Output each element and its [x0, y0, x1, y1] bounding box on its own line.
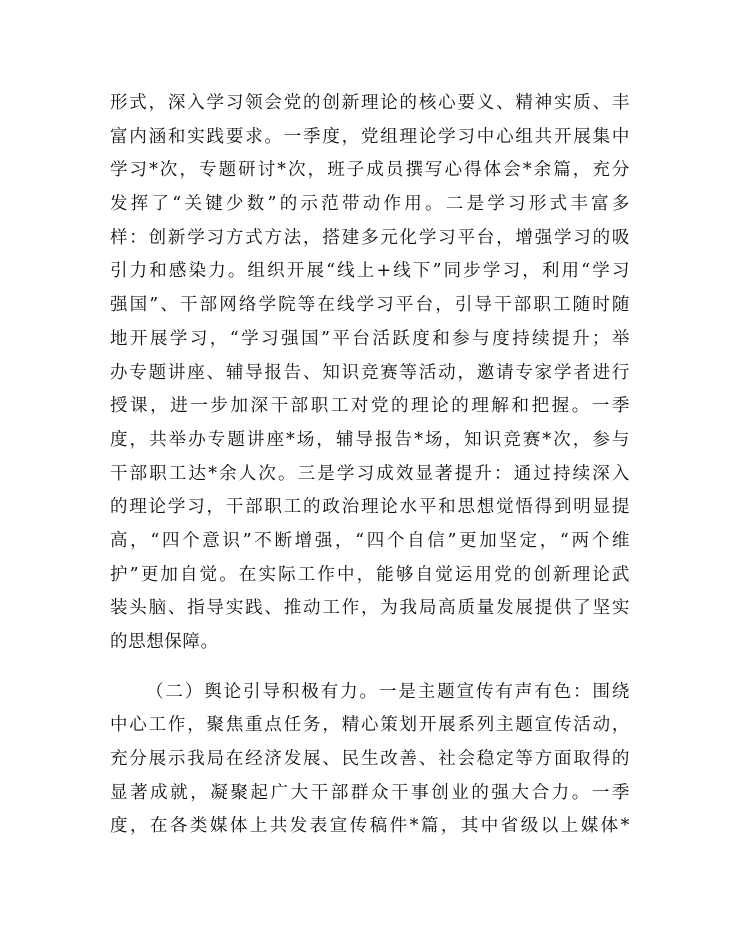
text-line: 的理论学习，干部职工的政治理论水平和思想觉悟得到明显提	[110, 497, 630, 518]
text-line: 充分展示我局在经济发展、民生改善、社会稳定等方面取得的	[110, 749, 630, 770]
text-line: 护”更加自觉。在实际工作中，能够自觉运用党的创新理论武	[110, 564, 630, 585]
text-line: 办专题讲座、辅导报告、知识竞赛等活动，邀请专家学者进行	[110, 362, 630, 383]
text-line: 富内涵和实践要求。一季度，党组理论学习中心组共开展集中	[110, 126, 630, 147]
text-line: 装头脑、指导实践、推动工作，为我局高质量发展提供了坚实	[110, 598, 630, 619]
text-line: 度，共举办专题讲座*场，辅导报告*场，知识竞赛*次，参与	[110, 429, 630, 450]
text-line: 发挥了“关键少数”的示范带动作用。二是学习形式丰富多	[110, 194, 630, 215]
paragraph-public-opinion	[110, 676, 630, 844]
document-body	[110, 87, 630, 844]
text-line: 的思想保障。	[110, 632, 219, 652]
text-line: 授课，进一步加深干部职工对党的理论的理解和把握。一季	[110, 396, 630, 417]
text-line: 样：创新学习方式方法，搭建多元化学习平台，增强学习的吸	[110, 227, 630, 248]
text-line: 干部职工达*余人次。三是学习成效显著提升：通过持续深入	[110, 463, 630, 484]
paragraph-study-results	[110, 87, 630, 660]
text-line: 强国”、干部网络学院等在线学习平台，引导干部职工随时随	[110, 295, 630, 316]
text-line: 形式，深入学习领会党的创新理论的核心要义、精神实质、丰	[110, 93, 630, 113]
paragraph-spacer	[110, 660, 630, 676]
text-line: 引力和感染力。组织开展“线上+线下”同步学习，利用“学习	[110, 261, 630, 282]
text-line: 度，在各类媒体上共发表宣传稿件*篇，其中省级以上媒体*	[110, 816, 630, 837]
text-line: 显著成就，凝聚起广大干部群众干事创业的强大合力。一季	[110, 782, 630, 803]
section-heading-line: （二）舆论引导积极有力。一是主题宣传有声有色：围绕	[146, 681, 630, 702]
text-line: 高，“四个意识”不断增强，“四个自信”更加坚定，“两个维	[110, 530, 630, 551]
text-line: 中心工作，聚焦重点任务，精心策划开展系列主题宣传活动，	[110, 715, 630, 736]
text-line: 地开展学习，“学习强国”平台活跃度和参与度持续提升；举	[110, 328, 630, 349]
text-line: 学习*次，专题研讨*次，班子成员撰写心得体会*余篇，充分	[110, 160, 630, 181]
